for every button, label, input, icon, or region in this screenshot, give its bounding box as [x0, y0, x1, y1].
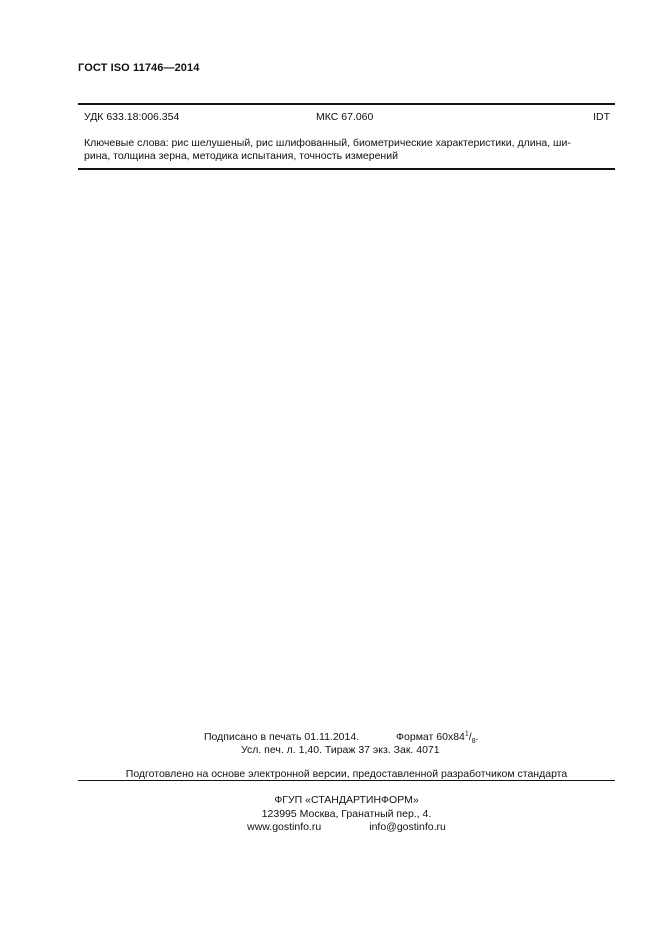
publisher-contacts — [0, 821, 661, 835]
keywords-block — [84, 137, 610, 162]
publisher-name: ФГУП «СТАНДАРТИНФОРМ» — [274, 794, 419, 806]
standard-title: ГОСТ ISO 11746—2014 — [78, 62, 200, 74]
email-link[interactable]: info@gostinfo.ru — [369, 821, 446, 833]
keywords-line-1: Ключевые слова: рис шелушеный, рис шлифованный, биометрические характеристики, длина, ши- — [84, 137, 571, 149]
keywords-line-2: рина, толщина зерна, методика испытания, точность измерений — [84, 149, 398, 162]
print-info-line-2: Усл. печ. л. 1,40. Тираж 37 экз. Зак. 4071 — [241, 744, 440, 756]
print-info-line-1 — [204, 730, 479, 746]
bottom-divider — [78, 780, 615, 781]
idt-label: IDT — [593, 111, 610, 123]
website-link[interactable]: www.gostinfo.ru — [247, 821, 322, 833]
publisher-block — [0, 794, 661, 835]
prepared-note: Подготовлено на основе электронной версии, предоставленной разработчиком стандарта — [125, 768, 568, 780]
udk-code: УДК 633.18:006.354 — [84, 111, 180, 123]
keywords-divider — [78, 168, 615, 170]
mks-code: МКС 67.060 — [316, 111, 374, 123]
paper-format: Формат $60х84^1/_8$. — [396, 730, 479, 746]
classification-row — [84, 111, 610, 125]
signed-date: Подписано в печать 01.11.2014. — [204, 731, 360, 743]
publisher-address: 123995 Москва, Гранатный пер., 4. — [261, 807, 432, 820]
top-divider — [78, 103, 615, 105]
